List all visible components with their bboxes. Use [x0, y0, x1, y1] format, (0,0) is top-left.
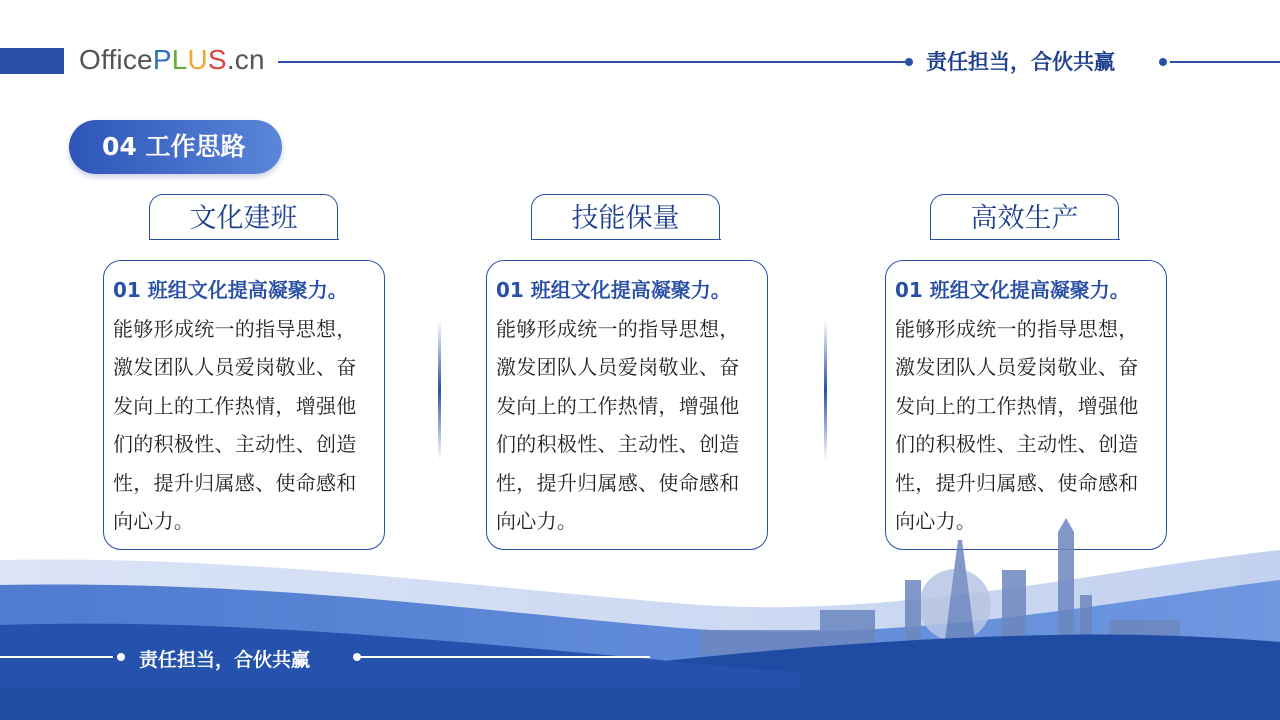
- header-slogan: 责任担当，合伙共赢: [926, 50, 1115, 74]
- column-title: 高效生产: [930, 194, 1119, 240]
- card-body: 能够形成统一的指导思想，激发团队人员爱岗敬业、奋发向上的工作热情，增强他们的积极性、主动性、创造性，提升归属感、使命感和向心力。: [113, 316, 357, 533]
- header-dot: [905, 58, 913, 66]
- footer-dot: [117, 653, 125, 661]
- content-card: [885, 260, 1167, 550]
- card-body: 能够形成统一的指导思想，激发团队人员爱岗敬业、奋发向上的工作热情，增强他们的积极性、主动性、创造性，提升归属感、使命感和向心力。: [496, 316, 740, 533]
- header-dot: [1159, 58, 1167, 66]
- content-card: [486, 260, 768, 550]
- card-heading: 01 班组文化提高凝聚力。: [895, 278, 1130, 302]
- officeplus-logo[interactable]: OfficePLUS.cn: [79, 44, 265, 75]
- card-body: 能够形成统一的指导思想，激发团队人员爱岗敬业、奋发向上的工作热情，增强他们的积极性、主动性、创造性，提升归属感、使命感和向心力。: [895, 316, 1139, 533]
- footer-rule-right: [360, 656, 650, 658]
- column-divider: [824, 320, 827, 460]
- column-title: 技能保量: [531, 194, 720, 240]
- card-heading: 01 班组文化提高凝聚力。: [113, 278, 348, 302]
- section-title: 04 工作思路: [69, 120, 282, 174]
- header-rule-right: [1170, 61, 1280, 63]
- content-card: [103, 260, 385, 550]
- footer-rule: [0, 656, 113, 658]
- column-title: 文化建班: [149, 194, 338, 240]
- footer-slogan: 责任担当，合伙共赢: [139, 649, 311, 671]
- card-heading: 01 班组文化提高凝聚力。: [496, 278, 731, 302]
- logo-accent-bar: [0, 48, 64, 74]
- bottom-wave-decoration: [0, 510, 1280, 720]
- header-rule: [278, 61, 908, 63]
- column-divider: [438, 320, 441, 460]
